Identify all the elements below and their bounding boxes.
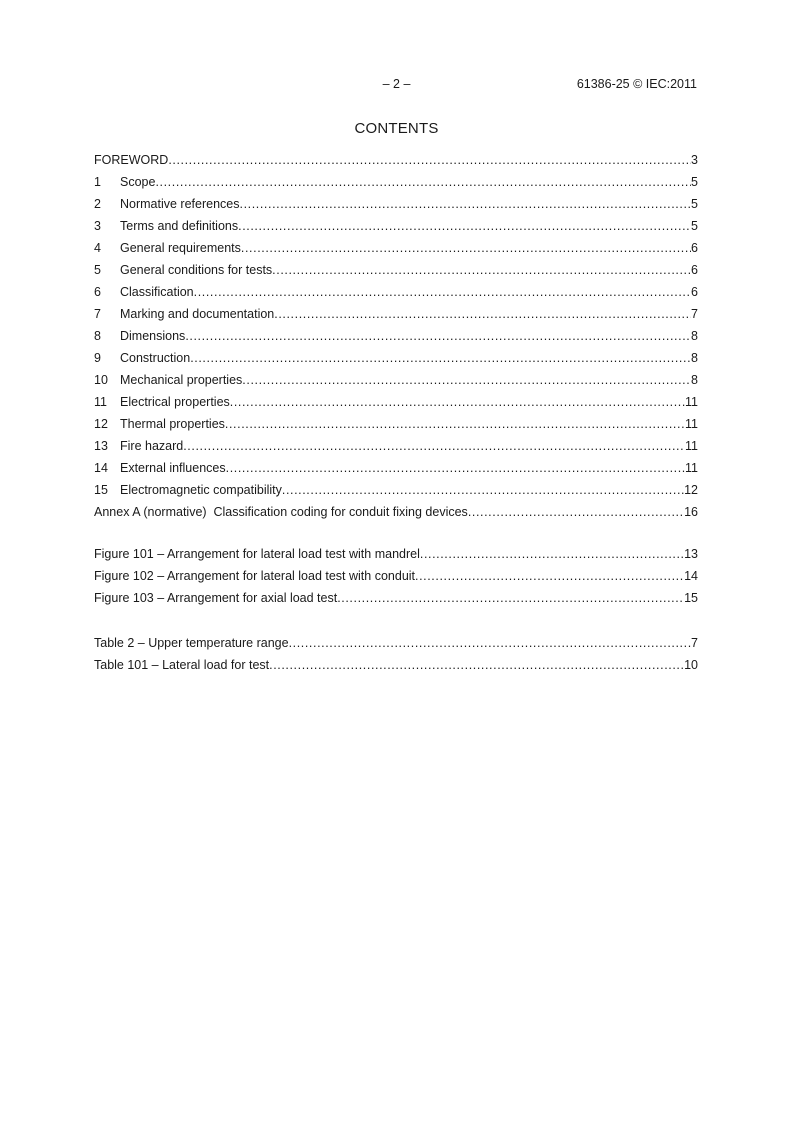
toc-entry-general-conditions-for-tests[interactable] (94, 259, 698, 281)
toc-entry-number: 4 (94, 241, 101, 255)
toc-entry-label: Thermal properties (120, 417, 225, 431)
toc-entry-label: Marking and documentation (120, 307, 275, 321)
toc-entry-classification[interactable] (94, 281, 698, 303)
toc-entry-page: 12 (684, 483, 698, 497)
figure-entry-page: 15 (684, 591, 698, 605)
toc-entry-page: 11 (685, 439, 698, 453)
figure-entry-label: Figure 103 – Arrangement for axial load test (94, 591, 338, 605)
table-entry-label: Table 2 – Upper temperature range (94, 636, 289, 650)
figure-entry-label: Figure 102 – Arrangement for lateral load test with conduit (94, 569, 416, 583)
figure-entry-103[interactable] (94, 587, 698, 609)
toc-entry-label: Mechanical properties (120, 373, 243, 387)
toc-entry-number: 3 (94, 219, 101, 233)
toc-entry-number: 15 (94, 483, 108, 497)
toc-entry-label: Dimensions (120, 329, 186, 343)
toc-entry-number: 7 (94, 307, 101, 321)
toc-entry-scope[interactable] (94, 171, 698, 193)
toc-entry-number: 6 (94, 285, 101, 299)
toc-entry-page: 11 (685, 395, 698, 409)
list-of-figures (94, 543, 698, 609)
figure-entry-page: 14 (684, 569, 698, 583)
toc-entry-number: 14 (94, 461, 108, 475)
toc-entry-electrical-properties[interactable] (94, 391, 698, 413)
toc-entry-label: General conditions for tests (120, 263, 273, 277)
toc-entry-construction[interactable] (94, 347, 698, 369)
document-reference: 61386-25 © IEC:2011 (576, 77, 697, 91)
toc-entry-label: Electrical properties (120, 395, 230, 409)
toc-entry-number: 11 (94, 395, 107, 409)
toc-entry-external-influences[interactable] (94, 457, 698, 479)
toc-entry-label: General requirements (120, 241, 241, 255)
toc-entry-page: 7 (691, 307, 698, 321)
toc-entry-label: Classification (120, 285, 194, 299)
figure-entry-label: Figure 101 – Arrangement for lateral load test with mandrel (94, 547, 420, 561)
figure-entry-101[interactable] (94, 543, 698, 565)
figure-entry-102[interactable] (94, 565, 698, 587)
table-entry-page: 10 (684, 658, 698, 672)
toc-entry-page: 5 (691, 219, 698, 233)
toc-entry-electromagnetic-compatibility[interactable] (94, 479, 698, 501)
table-entry-2[interactable] (94, 632, 698, 654)
toc-entry-label: Scope (120, 175, 156, 189)
toc-clauses (94, 149, 698, 523)
figure-entry-page: 13 (684, 547, 698, 561)
toc-entry-terms-and-definitions[interactable] (94, 215, 698, 237)
toc-entry-number: 1 (94, 175, 101, 189)
table-entry-101[interactable] (94, 654, 698, 676)
toc-entry-number: 12 (94, 417, 108, 431)
toc-entry-label: Fire hazard (120, 439, 184, 453)
toc-entry-normative-references[interactable] (94, 193, 698, 215)
toc-entry-page: 6 (691, 241, 698, 255)
toc-entry-number: 13 (94, 439, 108, 453)
toc-entry-number: 8 (94, 329, 101, 343)
toc-entry-page: 8 (691, 329, 698, 343)
page-number: – 2 – (382, 77, 411, 91)
toc-entry-foreword[interactable] (94, 149, 698, 171)
toc-entry-general-requirements[interactable] (94, 237, 698, 259)
toc-entry-page: 11 (685, 461, 698, 475)
toc-entry-fire-hazard[interactable] (94, 435, 698, 457)
toc-entry-label: Electromagnetic compatibility (120, 483, 282, 497)
toc-entry-label: Construction (120, 351, 191, 365)
toc-entry-page: 5 (691, 175, 698, 189)
toc-entry-page: 6 (691, 285, 698, 299)
toc-entry-page: 8 (691, 373, 698, 387)
table-entry-label: Table 101 – Lateral load for test (94, 658, 270, 672)
toc-entry-number: 2 (94, 197, 101, 211)
toc-entry-page: 3 (691, 153, 698, 167)
page-title: CONTENTS (354, 120, 439, 137)
toc-entry-page: 11 (685, 417, 698, 431)
toc-entry-dimensions[interactable] (94, 325, 698, 347)
toc-entry-number: 5 (94, 263, 101, 277)
toc-entry-page: 6 (691, 263, 698, 277)
list-of-tables (94, 632, 698, 676)
toc-entry-page: 16 (684, 505, 698, 519)
toc-entry-number: 9 (94, 351, 101, 365)
toc-entry-label: Annex A (normative) Classification coding for conduit fixing devices (94, 505, 468, 519)
toc-entry-mechanical-properties[interactable] (94, 369, 698, 391)
toc-entry-page: 8 (691, 351, 698, 365)
toc-entry-label: Terms and definitions (120, 219, 239, 233)
toc-entry-thermal-properties[interactable] (94, 413, 698, 435)
toc-entry-annex-a[interactable] (94, 501, 698, 523)
toc-entry-label: External influences (120, 461, 226, 475)
toc-entry-label: FOREWORD (94, 153, 169, 167)
toc-entry-number: 10 (94, 373, 108, 387)
toc-entry-marking-and-documentation[interactable] (94, 303, 698, 325)
toc-entry-label: Normative references (120, 197, 240, 211)
table-entry-page: 7 (691, 636, 698, 650)
toc-entry-page: 5 (691, 197, 698, 211)
